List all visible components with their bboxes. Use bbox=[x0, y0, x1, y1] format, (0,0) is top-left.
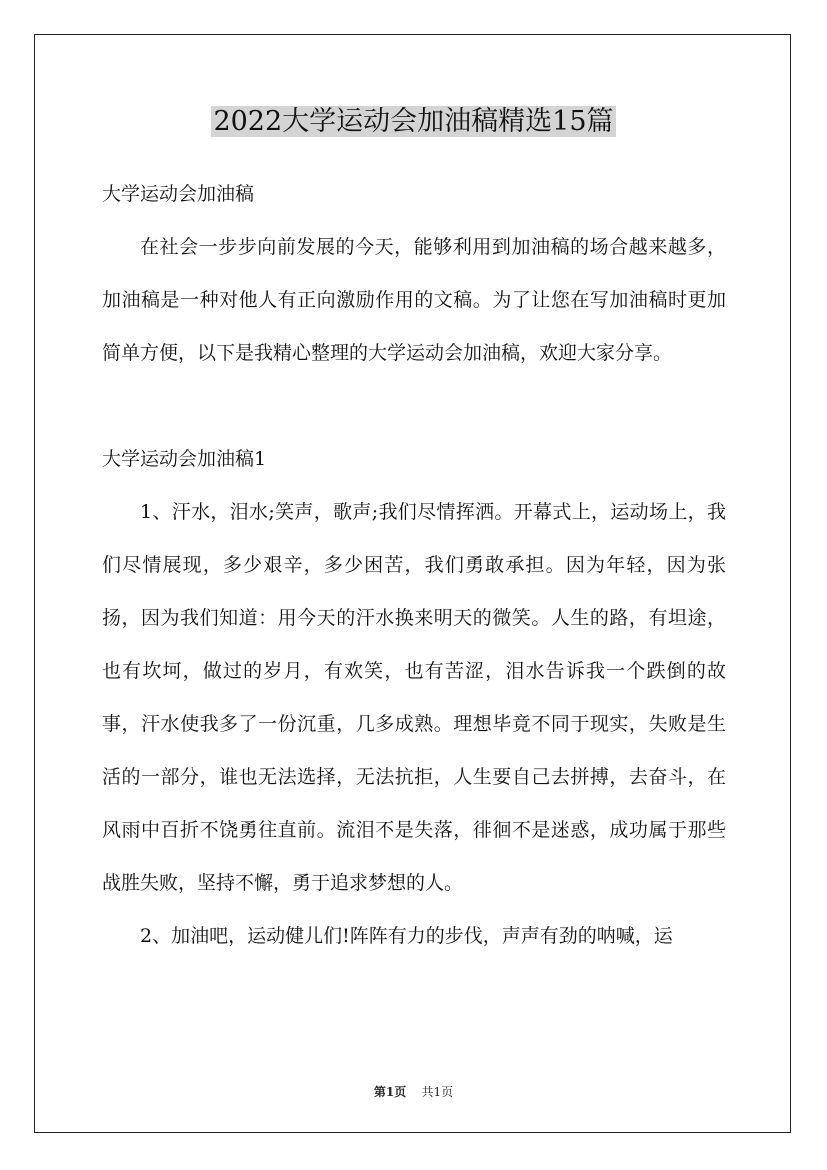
intro-paragraph: 在社会一步步向前发展的今天，能够利用到加油稿的场合越来越多，加油稿是一种对他人有正向激励作用的文稿。为了让您在写加油稿时更加简单方便，以下是我精心整理的大学运动会加油稿，欢迎大家分享。 bbox=[102, 236, 726, 364]
document-title bbox=[0, 102, 827, 142]
document-body bbox=[102, 168, 726, 963]
section-spacer bbox=[102, 380, 726, 433]
page-footer bbox=[0, 1083, 827, 1101]
section-heading-intro: 大学运动会加油稿 bbox=[102, 183, 255, 205]
footer-total-pages: 共1页 bbox=[421, 1085, 454, 1099]
footer-page-number: 第1页 bbox=[373, 1085, 407, 1099]
paragraph-2: 2、加油吧，运动健儿们!阵阵有力的步伐，声声有劲的呐喊，运 bbox=[140, 925, 673, 947]
document-title-text: 2022大学运动会加油稿精选15篇 bbox=[213, 106, 614, 137]
section-heading-1: 大学运动会加油稿1 bbox=[102, 448, 267, 470]
paragraph-1: 1、汗水，泪水;笑声，歌声;我们尽情挥洒。开幕式上，运动场上，我们尽情展现，多少艰辛，多少困苦，我们勇敢承担。因为年轻，因为张扬，因为我们知道：用今天的汗水换来明天的微笑。人生的路，有坦途，也有坎坷，做过的岁月，有欢笑，也有苦涩，泪水告诉我一个跌倒的故事，汗水使我多了一份沉重，几多成熟。理想毕竟不同于现实，失败是生活的一部分，谁也无法选择，无法抗拒，人生要自己去拼搏，去奋斗，在风雨中百折不饶勇往直前。流泪不是失落，徘徊不是迷惑，成功属于那些战胜失败，坚持不懈，勇于追求梦想的人。 bbox=[102, 501, 726, 894]
footer-spacer bbox=[410, 1085, 418, 1099]
